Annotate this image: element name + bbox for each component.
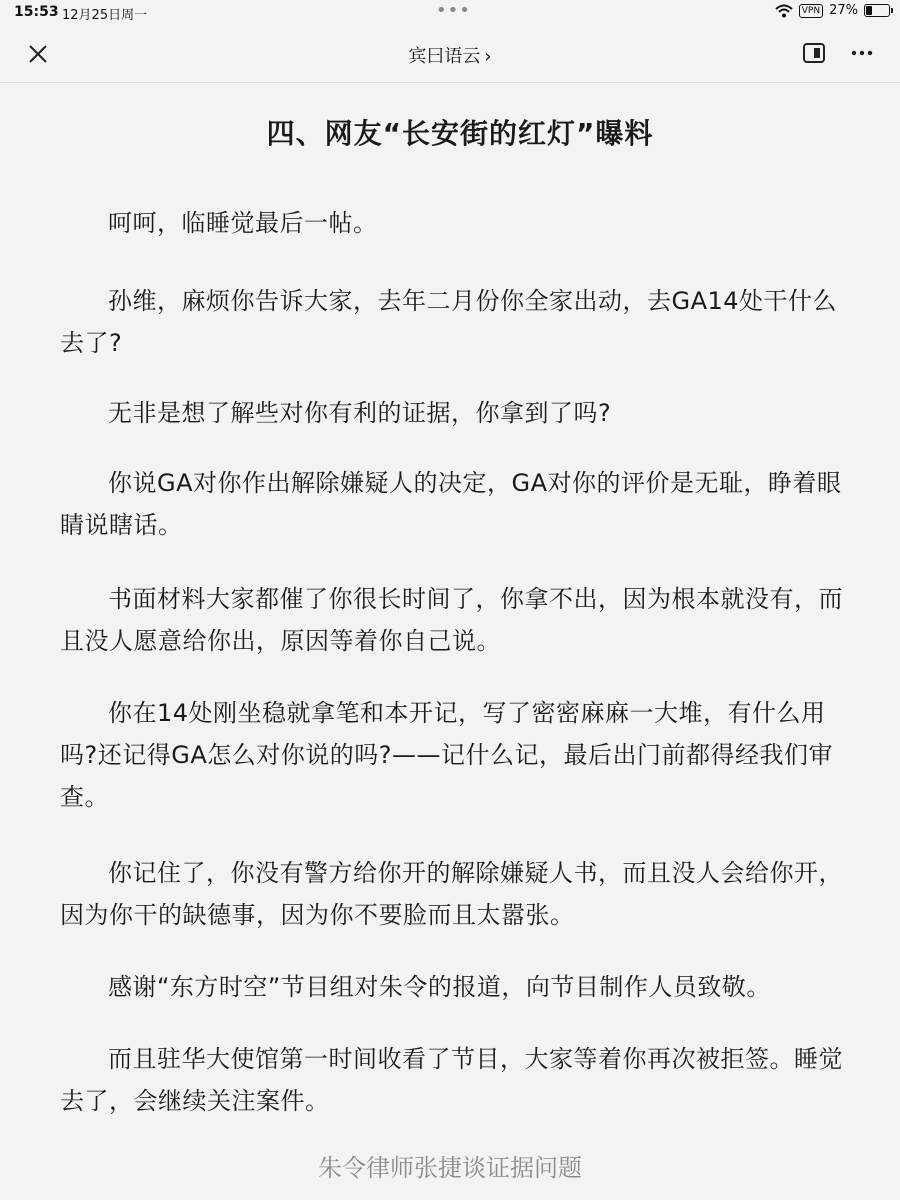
status-indicators: [775, 3, 890, 18]
navigation-bar: [0, 26, 900, 83]
status-time: 15:53: [14, 4, 59, 20]
wifi-icon: [775, 4, 793, 18]
vpn-badge: VPN: [799, 4, 823, 18]
more-icon: [846, 38, 878, 68]
paragraph: 呵呵，临睡觉最后一帖。: [108, 209, 378, 237]
next-section-title: 朱令律师张捷谈证据问题: [318, 1154, 582, 1182]
battery-icon: [864, 4, 890, 17]
chevron-right-icon: ›: [484, 46, 492, 67]
paragraph: 而且驻华大使馆第一时间收看了节目，大家等着你再次被拒签。睡觉去了，会继续关注案件。: [60, 1045, 843, 1115]
paragraph: 你在14处刚坐稳就拿笔和本开记，写了密密麻麻一大堆，有什么用吗?还记得GA怎么对你说的吗?——记什么记，最后出门前都得经我们审查。: [60, 699, 833, 811]
paragraph: 孙维，麻烦你告诉大家，去年二月份你全家出动，去GA14处干什么去了?: [60, 287, 838, 357]
account-title-link[interactable]: [0, 42, 900, 68]
battery-percentage: 27%: [829, 3, 858, 18]
section-title: 四、网友“长安街的红灯”曝料: [266, 117, 654, 150]
paragraph: 书面材料大家都催了你很长时间了，你拿不出，因为根本就没有，而且没人愿意给你出，原因等着你自己说。: [60, 585, 843, 655]
paragraph: 感谢“东方时空”节目组对朱令的报道，向节目制作人员致敬。: [108, 973, 771, 1001]
battery-cap: [891, 8, 893, 13]
article-body: [60, 82, 860, 1115]
paragraph: 无非是想了解些对你有利的证据，你拿到了吗?: [108, 399, 612, 427]
paragraph: 你记住了，你没有警方给你开的解除嫌疑人书，而且没人会给你开，因为你干的缺德事，因为你不要脸而且太嚣张。: [60, 859, 843, 929]
status-date: 12月25日周一: [62, 8, 148, 23]
account-name: 宾曰语云: [408, 46, 481, 67]
reader-mode-icon: [802, 41, 826, 65]
multitasking-dots[interactable]: •••: [436, 0, 471, 21]
reader-mode-button[interactable]: [802, 41, 826, 65]
paragraph: 你说GA对你作出解除嫌疑人的决定，GA对你的评价是无耻，睁着眼睛说瞎话。: [60, 469, 842, 539]
status-bar: [0, 0, 900, 26]
more-options-button[interactable]: [846, 38, 878, 68]
battery-level-fill: [866, 6, 872, 15]
